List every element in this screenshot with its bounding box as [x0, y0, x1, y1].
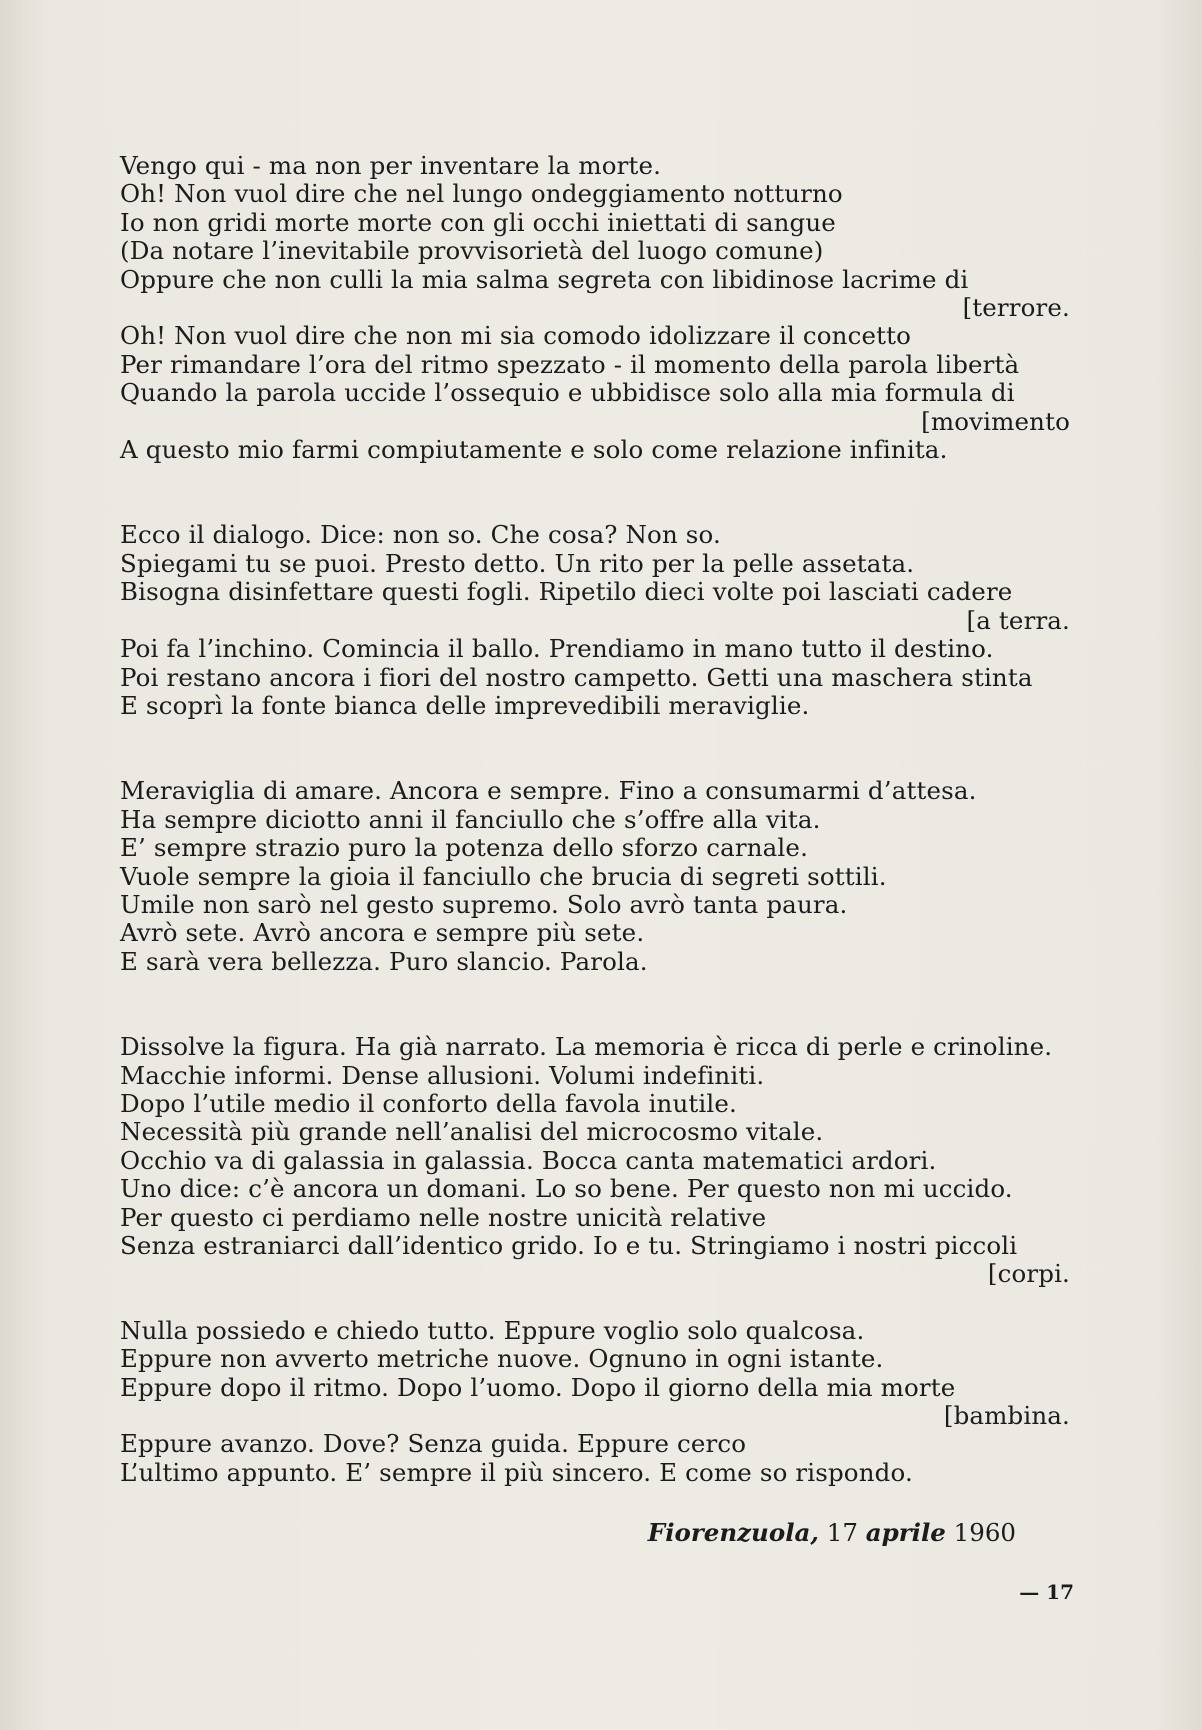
- poem-line: E scoprì la fonte bianca delle imprevedibili meraviglie.: [120, 690, 810, 720]
- poem-line: Nulla possiedo e chiedo tutto. Eppure voglio solo qualcosa.: [120, 1315, 865, 1345]
- poem-line: Ha sempre diciotto anni il fanciullo che s’offre alla vita.: [120, 804, 821, 834]
- date-month: aprile: [865, 1518, 946, 1547]
- stanza-gap: [120, 1289, 1070, 1317]
- poem-line: Per questo ci perdiamo nelle nostre unicità relative: [120, 1202, 767, 1232]
- poem-line: Poi fa l’inchino. Comincia il ballo. Prendiamo in mano tutto il destino.: [120, 634, 994, 664]
- poem-line: Poi restano ancora i fiori del nostro campetto. Getti una maschera stinta: [120, 662, 1033, 692]
- poem-line: Ecco il dialogo. Dice: non so. Che cosa? Non so.: [120, 520, 721, 550]
- stanza: [120, 152, 1070, 464]
- stanza: [120, 521, 1070, 720]
- stanza: [120, 1317, 1070, 1487]
- poem-line: E sarà vera bellezza. Puro slancio. Parola.: [120, 946, 648, 976]
- poem-line: Bisogna disinfettare questi fogli. Ripetilo dieci volte poi lasciati cadere: [120, 577, 1013, 607]
- poem-line: Meraviglia di amare. Ancora e sempre. Fino a consumarmi d’attesa.: [120, 776, 977, 806]
- stanza-gap: [120, 720, 1070, 777]
- stanza-gap: [120, 464, 1070, 521]
- poem-date: [648, 1518, 1016, 1547]
- poem-line: L’ultimo appunto. E’ sempre il più sincero. E come so rispondo.: [120, 1457, 913, 1487]
- poem-line: Dopo l’utile medio il conforto della favola inutile.: [120, 1088, 737, 1118]
- poem-line: Umile non sarò nel gesto supremo. Solo avrò tanta paura.: [120, 889, 848, 919]
- poem-line: Eppure avanzo. Dove? Senza guida. Eppure cerco: [120, 1429, 747, 1459]
- poem-line: Quando la parola uccide l’ossequio e ubbidisce solo alla mia formula di: [120, 378, 1015, 408]
- poem-line-continuation: [movimento: [921, 406, 1070, 436]
- date-place: Fiorenzuola,: [647, 1518, 819, 1547]
- poem-line: Senza estraniarci dall’identico grido. Io e tu. Stringiamo i nostri piccoli: [120, 1231, 1018, 1260]
- stanza: [120, 777, 1070, 976]
- poem-line: Avrò sete. Avrò ancora e sempre più sete.: [120, 918, 645, 948]
- stanza: [120, 1033, 1070, 1289]
- date-year: 1960: [953, 1518, 1016, 1547]
- poem-line-continuation: [terrore.: [962, 293, 1070, 323]
- poem-line: Dissolve la figura. Ha già narrato. La memoria è ricca di perle e crinoline.: [120, 1032, 1053, 1062]
- poem-line: Uno dice: c’è ancora un domani. Lo so bene. Per questo non mi uccido.: [120, 1174, 1013, 1204]
- poem-line: Eppure non avverto metriche nuove. Ognuno in ogni istante.: [120, 1344, 884, 1374]
- stanza-gap: [120, 976, 1070, 1033]
- poem-line: Oppure che non culli la mia salma segreta con libidinose lacrime di: [120, 264, 969, 294]
- poem-line: (Da notare l’inevitabile provvisorietà del luogo comune): [120, 236, 824, 266]
- poem-line: E’ sempre strazio puro la potenza dello sforzo carnale.: [120, 833, 809, 863]
- poem-line: Necessità più grande nell’analisi del microcosmo vitale.: [120, 1117, 824, 1147]
- poem-line: Spiegami tu se puoi. Presto detto. Un rito per la pelle assetata.: [120, 548, 915, 578]
- poem-line-continuation: [corpi.: [987, 1259, 1070, 1289]
- poem-body: [120, 152, 1070, 1487]
- poem-line: Vuole sempre la gioia il fanciullo che brucia di segreti sottili.: [120, 861, 887, 891]
- poem-line: Vengo qui - ma non per inventare la morte.: [120, 151, 662, 180]
- poem-line: Oh! Non vuol dire che nel lungo ondeggiamento notturno: [120, 179, 843, 209]
- poem-line: Per rimandare l’ora del ritmo spezzato - il momento della parola libertà: [120, 349, 1020, 379]
- poem-line: Io non gridi morte morte con gli occhi iniettati di sangue: [120, 207, 836, 237]
- poem-line: A questo mio farmi compiutamente e solo come relazione infinita.: [120, 435, 948, 465]
- poem-line: Occhio va di galassia in galassia. Bocca canta matematici ardori.: [120, 1145, 937, 1175]
- date-day: 17: [826, 1518, 858, 1547]
- poem-line: Macchie informi. Dense allusioni. Volumi indefiniti.: [120, 1060, 765, 1090]
- poem-line: Eppure dopo il ritmo. Dopo l’uomo. Dopo il giorno della mia morte: [120, 1372, 956, 1402]
- poem-line: Oh! Non vuol dire che non mi sia comodo idolizzare il concetto: [120, 321, 912, 351]
- page-number: — 17: [1019, 1580, 1074, 1604]
- poem-line-continuation: [a terra.: [966, 605, 1070, 635]
- poem-line-continuation: [bambina.: [943, 1401, 1070, 1431]
